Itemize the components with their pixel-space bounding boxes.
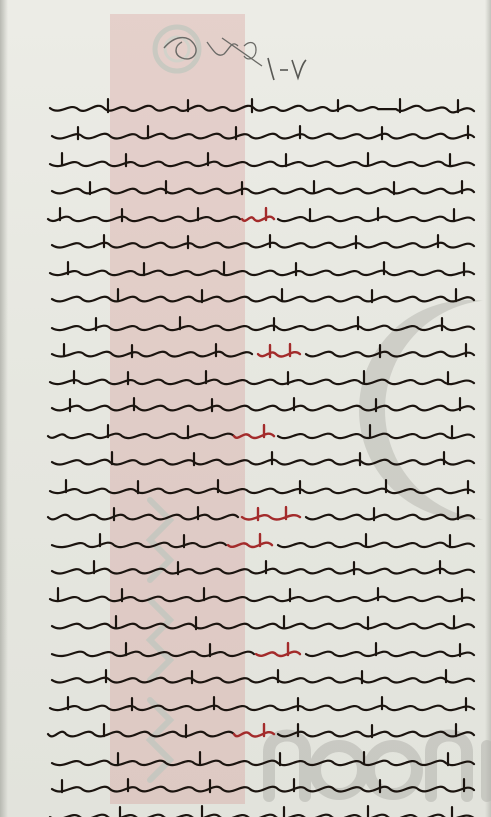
handwriting-line-26 <box>38 776 476 803</box>
handwriting-line-17 <box>38 531 476 558</box>
handwriting-line-24 <box>38 721 476 748</box>
text-line-4 <box>38 178 476 205</box>
text-line-18 <box>38 558 476 585</box>
text-line-12 <box>38 395 476 422</box>
page-number-glyphs <box>262 52 312 84</box>
handwriting-line-12 <box>38 395 476 422</box>
text-line-13 <box>38 422 476 449</box>
text-line-11 <box>38 368 476 395</box>
text-line-8 <box>38 286 476 313</box>
manuscript-text-block <box>38 96 476 817</box>
handwriting-line-25 <box>38 749 476 776</box>
text-line-27 <box>38 803 476 817</box>
handwriting-line-9 <box>38 314 476 341</box>
text-line-9 <box>38 314 476 341</box>
text-line-14 <box>38 449 476 476</box>
text-line-22 <box>38 667 476 694</box>
text-line-23 <box>38 694 476 721</box>
handwriting-line-23 <box>38 694 476 721</box>
text-line-20 <box>38 613 476 640</box>
handwriting-line-15 <box>38 477 476 504</box>
handwriting-line-22 <box>38 667 476 694</box>
handwriting-line-10 <box>38 341 476 368</box>
text-line-6 <box>38 232 476 259</box>
text-line-5 <box>38 205 476 232</box>
handwriting-line-1 <box>38 96 476 123</box>
handwriting-line-19 <box>38 585 476 612</box>
text-line-7 <box>38 259 476 286</box>
handwriting-line-11 <box>38 368 476 395</box>
text-line-1 <box>38 96 476 123</box>
handwriting-line-7 <box>38 259 476 286</box>
handwriting-line-5 <box>38 205 476 232</box>
handwriting-line-18 <box>38 558 476 585</box>
handwriting-line-14 <box>38 449 476 476</box>
handwriting-line-16 <box>38 504 476 531</box>
page-left-edge <box>0 0 8 817</box>
text-line-21 <box>38 640 476 667</box>
handwriting-line-13 <box>38 422 476 449</box>
handwriting-line-20 <box>38 613 476 640</box>
text-line-3 <box>38 150 476 177</box>
text-line-16 <box>38 504 476 531</box>
handwriting-line-3 <box>38 150 476 177</box>
text-line-15 <box>38 477 476 504</box>
text-line-17 <box>38 531 476 558</box>
handwriting-line-27 <box>38 803 476 817</box>
text-line-10 <box>38 341 476 368</box>
text-line-19 <box>38 585 476 612</box>
text-line-26 <box>38 776 476 803</box>
text-line-2 <box>38 123 476 150</box>
handwriting-line-21 <box>38 640 476 667</box>
handwriting-line-2 <box>38 123 476 150</box>
text-line-25 <box>38 749 476 776</box>
text-line-24 <box>38 721 476 748</box>
handwriting-line-4 <box>38 178 476 205</box>
handwriting-line-6 <box>38 232 476 259</box>
handwriting-line-8 <box>38 286 476 313</box>
